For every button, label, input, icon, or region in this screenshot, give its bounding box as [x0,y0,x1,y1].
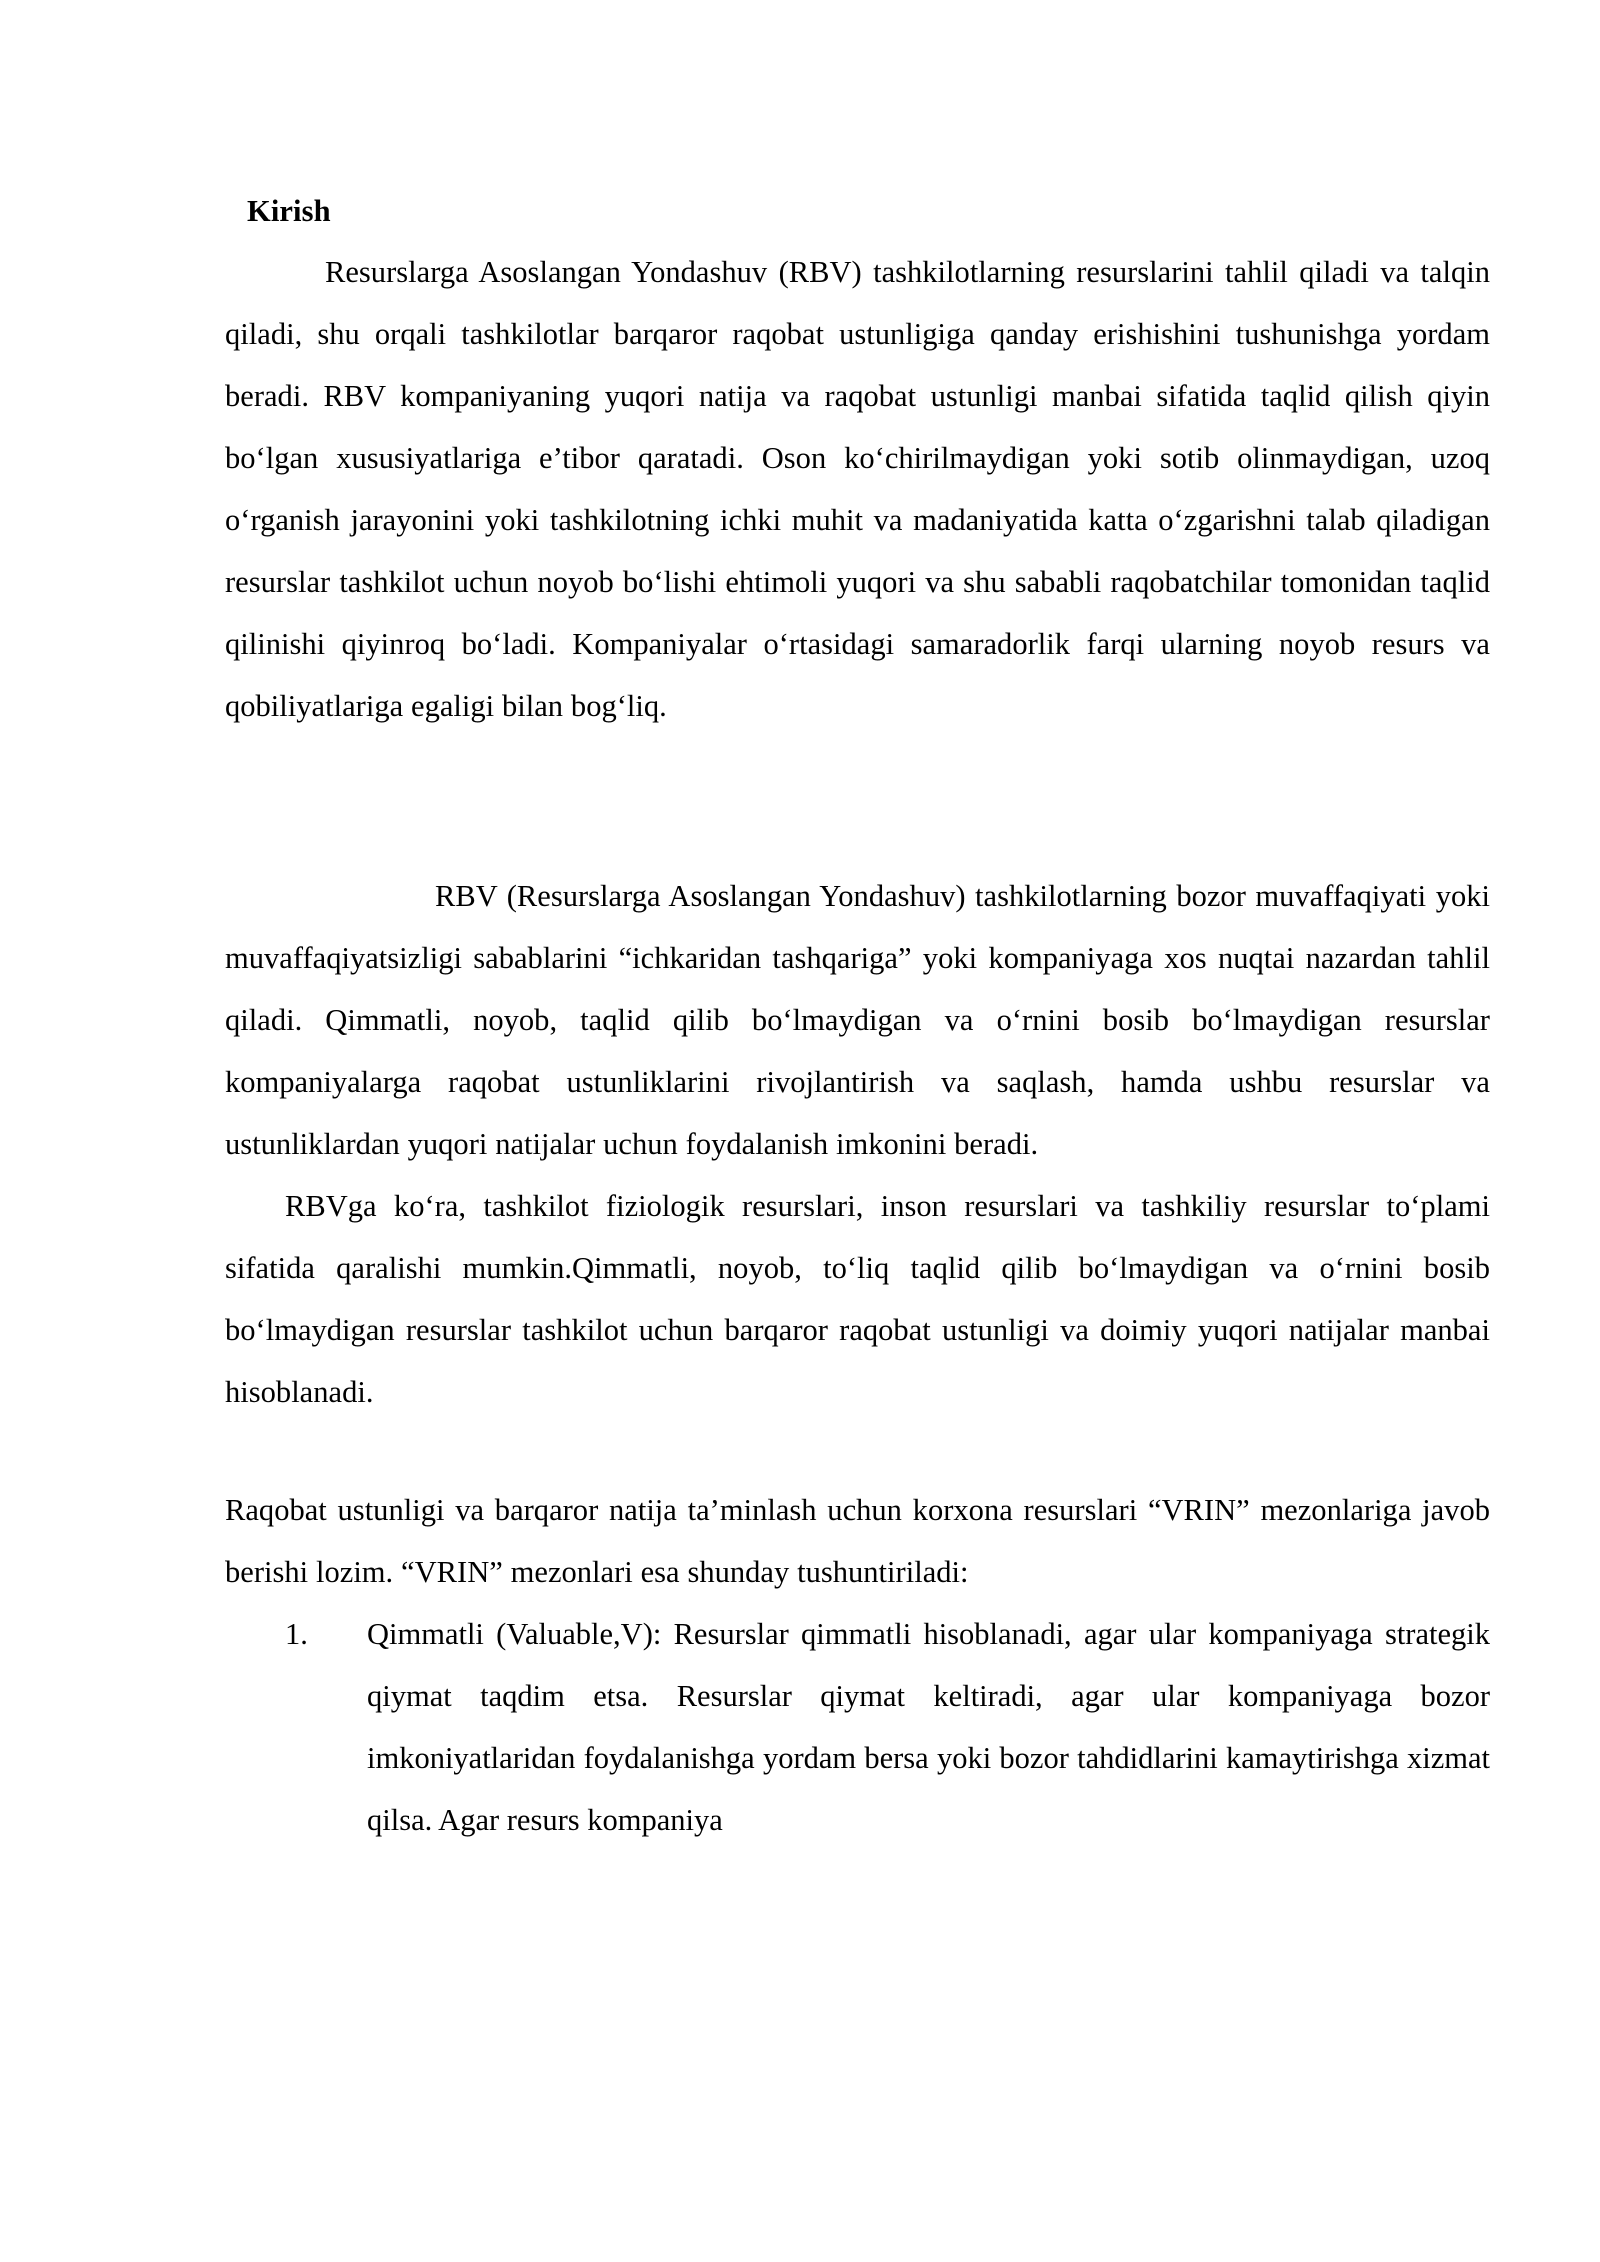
document-body [225,196,1490,1851]
list-item-marker: 1. [285,1616,308,1651]
paragraph-rbv-definition: RBV (Resurslarga Asoslangan Yondashuv) tashkilotlarning bozor muvaffaqiyati yoki muvaffaqiyatsizligi sabablarini “ichkaridan tashqariga” yoki kompaniyaga xos nuqtai nazardan tahlil qiladi. Qimmatli, noyob, taqlid qilib bo‘lmaydigan va o‘rnini bosib bo‘lmaydigan resurslar kompaniyalarga raqobat ustunliklarini rivojlantirish va saqlash, hamda ushbu resurslar va ustunliklardan yuqori natijalar uchun foydalanish imkonini beradi. [225,878,1490,1161]
paragraph-intro-rbv: Resurslarga Asoslangan Yondashuv (RBV) tashkilotlarning resurslarini tahlil qiladi va talqin qiladi, shu orqali tashkilotlar barqaror raqobat ustunligiga qanday erishishini tushunishga yordam beradi. RBV kompaniyaning yuqori natija va raqobat ustunligi manbai sifatida taqlid qilish qiyin bo‘lgan xususiyatlariga e’tibor qaratadi. Oson ko‘chirilmaydigan yoki sotib olinmaydigan, uzoq o‘rganish jarayonini yoki tashkilotning ichki muhit va madaniyatida katta o‘zgarishni talab qiladigan resurslar tashkilot uchun noyob bo‘lishi ehtimoli yuqori va shu sababli raqobatchilar tomonidan taqlid qilinishi qiyinroq bo‘ladi. Kompaniyalar o‘rtasidagi samaradorlik farqi ularning noyob resurs va qobiliyatlariga egaligi bilan bog‘liq. [225,254,1490,723]
list-item-text: Qimmatli (Valuable,V): Resurslar qimmatli hisoblanadi, agar ular kompaniyaga strategik qiymat taqdim etsa. Resurslar qiymat keltiradi, agar ular kompaniyaga bozor imkoniyatlaridan foydalanishga yordam bersa yoki bozor tahdidlarini kamaytirishga xizmat qilsa. Agar resurs kompaniya [367,1616,1490,1837]
paragraph-rbv-resources: RBVga ko‘ra, tashkilot fiziologik resurslari, inson resurslari va tashkiliy resurslar to‘plami sifatida qaralishi mumkin.Qimmatli, noyob, to‘liq taqlid qilib bo‘lmaydigan va o‘rnini bosib bo‘lmaydigan resurslar tashkilot uchun barqaror raqobat ustunligi va doimiy yuqori natijalar manbai hisoblanadi. [225,1188,1490,1409]
paragraph-spacer-2 [225,1423,1490,1479]
paragraph-spacer-1 [225,737,1490,865]
list-item [225,1603,1490,1851]
vrin-criteria-list [225,1603,1490,1851]
paragraph-vrin-intro: Raqobat ustunligi va barqaror natija ta’minlash uchun korxona resurslari “VRIN” mezonlariga javob berishi lozim. “VRIN” mezonlari esa shunday tushuntiriladi: [225,1492,1490,1589]
page-heading: Kirish [247,194,331,228]
